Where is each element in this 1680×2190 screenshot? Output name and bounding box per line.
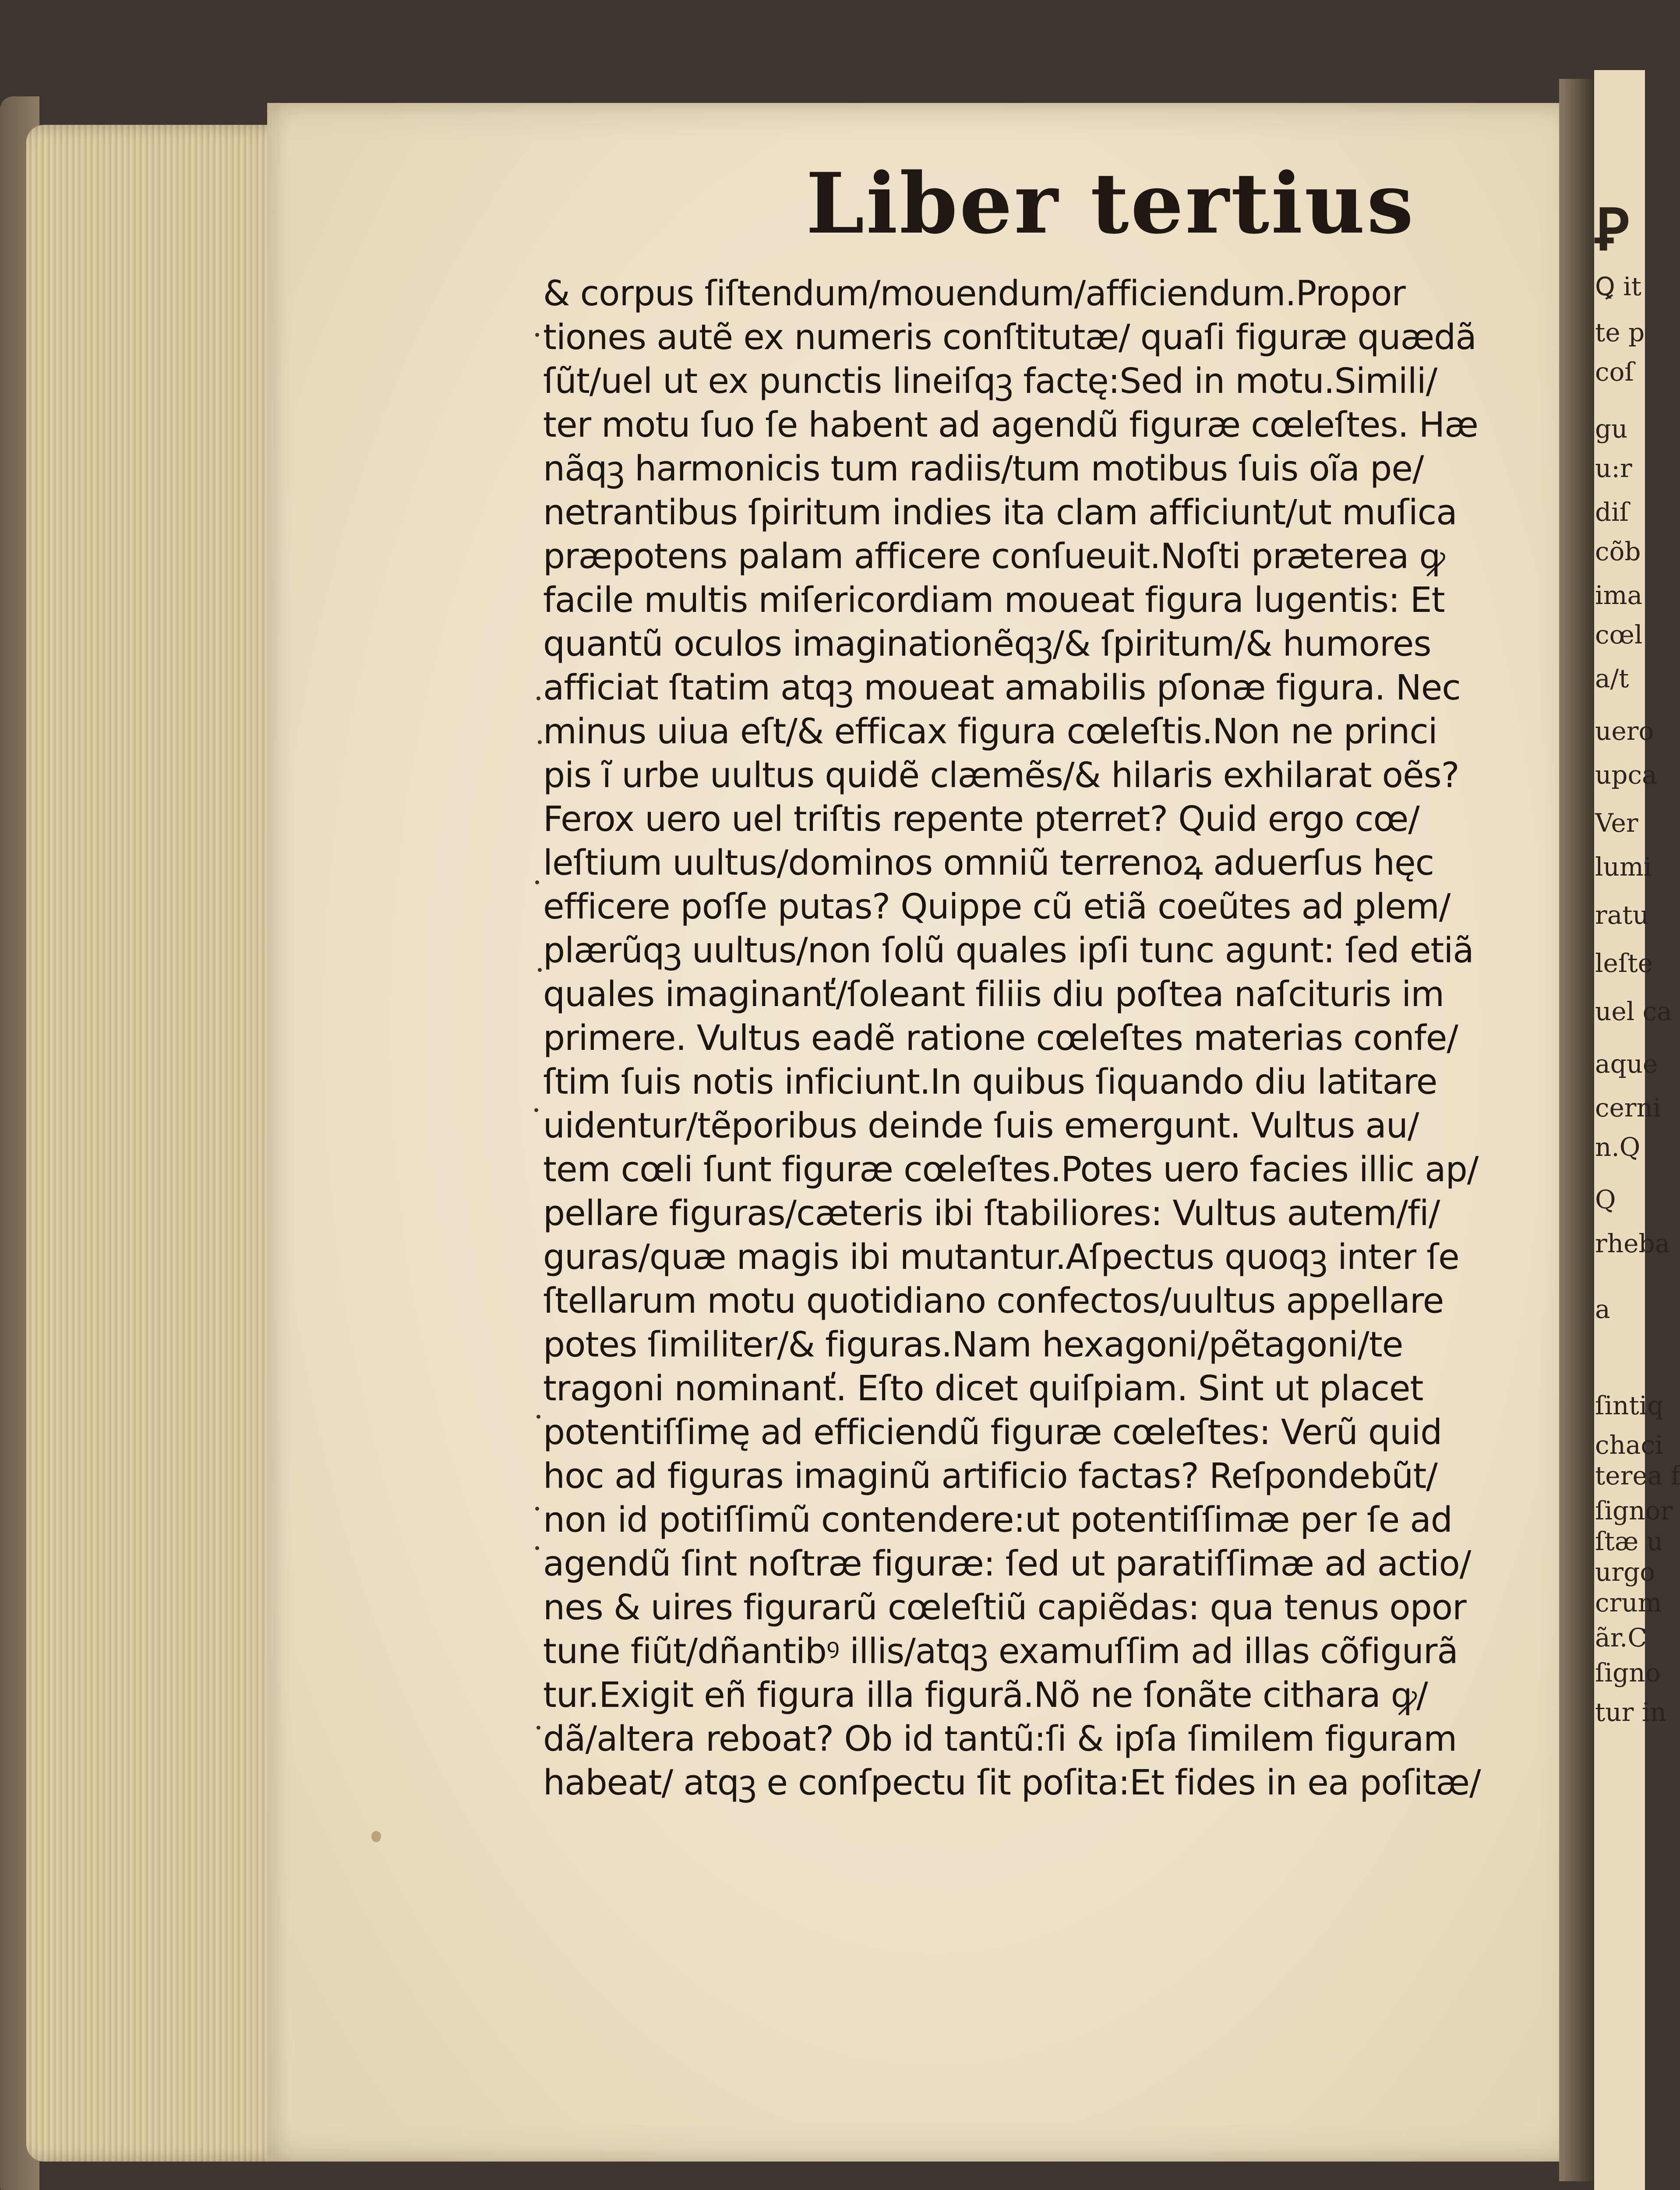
right-page-text-fragment: ſtæ u [1595,1526,1663,1556]
text-line: leſtium uultus/dominos omniũ terrenoꝝ aduerſus hęc [543,843,1434,883]
page-stack-edge [26,125,289,2162]
right-page-text-fragment: terea f [1595,1461,1680,1491]
right-page-text-fragment: n.Q [1595,1132,1641,1162]
text-line: ſtellarum motu quotidiano confectos/uultus appellare [543,1281,1444,1321]
right-page-text-fragment: gu [1595,414,1628,444]
text-line: non id potiſſimũ contendere:ut potentiſſimæ per ſe ad [543,1500,1452,1540]
margin-mark [538,968,542,972]
right-page-text-fragment: lumi [1595,852,1652,882]
text-line: præpotens palam afficere conſueuit.Noſti præterea ꝙ [543,536,1445,576]
text-line: nãqꝫ harmonicis tum radiis/tum motibus ſuis oĩa pe/ [543,449,1424,489]
right-page-text-fragment: aque [1595,1049,1658,1079]
right-page-text-fragment: cœl [1595,620,1643,650]
text-line: quantũ oculos imaginationẽqꝫ/& ſpiritum/& humores [543,624,1431,664]
text-line: dã/altera reboat? Ob id tantũ:ſi & ipſa ſimilem figuram [543,1719,1457,1759]
text-line: tur.Exigit eñ figura illa figurã.Nõ ne ſonãte cithara ꝙ/ [543,1675,1428,1715]
right-page-text-fragment: ãr.C [1595,1623,1647,1653]
text-line: netrantibus ſpiritum indies ita clam afficiunt/ut muſica [543,492,1457,533]
right-page-text-fragment: cõb [1595,537,1641,566]
text-line: Ferox uero uel triſtis repente pterret? Quid ergo cœ/ [543,799,1419,839]
right-page-text-fragment: Ꝗ it [1595,272,1641,301]
right-page-text-fragment: rheba [1595,1229,1670,1258]
text-line: quales imaginanť/ſoleant filiis diu poſtea naſcituris im [543,974,1444,1014]
text-line: plærũqꝫ uultus/non ſolũ quales ipſi tunc agunt: ſed etiã [543,930,1474,971]
text-line: ſũt/uel ut ex punctis lineiſqꝫ factę:Sed in motu.Simili/ [543,361,1437,401]
right-page-text-fragment: diſ [1595,497,1629,527]
right-page-text-fragment: crum [1595,1588,1662,1618]
text-line: tune fiũt/dñantibꝰ illis/atqꝫ examuſſim ad illas cõfigurã [543,1631,1458,1671]
text-line: ter motu ſuo ſe habent ad agendũ figuræ cœleſtes. Hæ [543,405,1478,445]
right-page-text-fragment: uero [1595,716,1654,746]
margin-mark [536,1415,540,1419]
right-page-fragment [1594,70,1680,2190]
text-line: agendũ ſint noſtræ figuræ: ſed ut paratiſſimæ ad actio/ [543,1544,1471,1584]
right-page-text-fragment: Ꝑ [1595,196,1630,263]
right-page-text-fragment: chaci [1595,1430,1663,1460]
right-page-text-fragment: leſte [1595,948,1653,978]
text-line: efficere poſſe putas? Quippe cũ etiã coeũtes ad ꝑlem/ [543,887,1451,927]
text-line: pis ĩ urbe uultus quidẽ clæmẽs/& hilaris exhilarat oẽs? [543,755,1459,795]
right-page-text-fragment: a/t [1595,664,1629,693]
text-line: primere. Vultus eadẽ ratione cœleſtes materias confe/ [543,1018,1458,1058]
margin-mark [536,1726,540,1730]
margin-mark [535,880,539,884]
right-page-text-fragment: ſignor [1595,1496,1673,1526]
text-line: tragoni nominanť. Eſto dicet quiſpiam. Sint ut placet [543,1368,1423,1409]
right-page-text-fragment: Ver [1595,808,1638,838]
text-line: minus uiua eſt/& efficax figura cœleſtis.Non ne princi [543,711,1437,752]
text-line: facile multis miſericordiam moueat figura lugentis: Et [543,580,1445,620]
margin-mark [536,696,540,700]
right-page-text-fragment: uel ca [1595,996,1672,1026]
text-line: guras/quæ magis ibi mutantur.Aſpectus quoqꝫ inter ſe [543,1237,1459,1277]
margin-mark [535,333,539,337]
right-page-text-fragment: coſ [1595,357,1634,387]
right-page-text-fragment: tur in [1595,1697,1666,1727]
text-line: uidentur/tẽporibus deinde ſuis emergunt. Vultus au/ [543,1106,1419,1146]
body-text [543,272,1498,1805]
text-line: pellare figuras/cæteris ibi ſtabiliores: Vultus autem/fi/ [543,1193,1440,1233]
paper-stain [371,1831,381,1842]
right-page-text-fragment: te p [1595,318,1645,347]
text-line: & corpus ſiſtendum/mouendum/afficiendum.Propor [543,273,1405,314]
text-line: habeat/ atqꝫ e conſpectu ſit poſita:Et fides in ea poſitæ/ [543,1763,1481,1803]
text-line: afficiat ſtatim atqꝫ moueat amabilis pſonæ figura. Nec [543,668,1461,708]
running-head: Liber tertius [806,155,1415,252]
text-line: potes ſimiliter/& figuras.Nam hexagoni/pẽtagoni/te [543,1325,1403,1365]
right-page-text-fragment: urgo [1595,1557,1655,1587]
margin-mark [534,1108,538,1112]
right-page-text-fragment: u:r [1595,453,1632,483]
right-page-text-fragment: ſintiq [1595,1391,1664,1420]
right-page-text-fragment: upca [1595,760,1657,790]
right-page-text-fragment: ſigno [1595,1658,1661,1688]
right-page-text-fragment: ratu [1595,900,1649,930]
margin-mark [538,740,542,744]
text-line: hoc ad figuras imaginũ artificio factas? Reſpondebũt/ [543,1456,1437,1496]
right-page-text-fragment: cerni [1595,1093,1661,1123]
right-page-text-fragment: Q [1595,1185,1616,1215]
text-line: tem cœli ſunt figuræ cœleſtes.Potes uero facies illic ap/ [543,1149,1479,1190]
margin-mark [535,1507,539,1511]
text-line: tiones autẽ ex numeris conſtitutæ/ quaſi figuræ quædã [543,317,1476,357]
text-line: ſtim ſuis notis inficiunt.In quibus ſiquando diu latitare [543,1062,1437,1102]
text-line: nes & uires figurarũ cœleſtiũ capiẽdas: qua tenus opor [543,1587,1466,1628]
right-page-text-fragment: ima [1595,580,1643,610]
right-page-text-fragment: a [1595,1294,1610,1324]
margin-mark [535,1546,539,1550]
text-line: potentiſſimę ad efficiendũ figuræ cœleſtes: Verũ quid [543,1412,1442,1452]
